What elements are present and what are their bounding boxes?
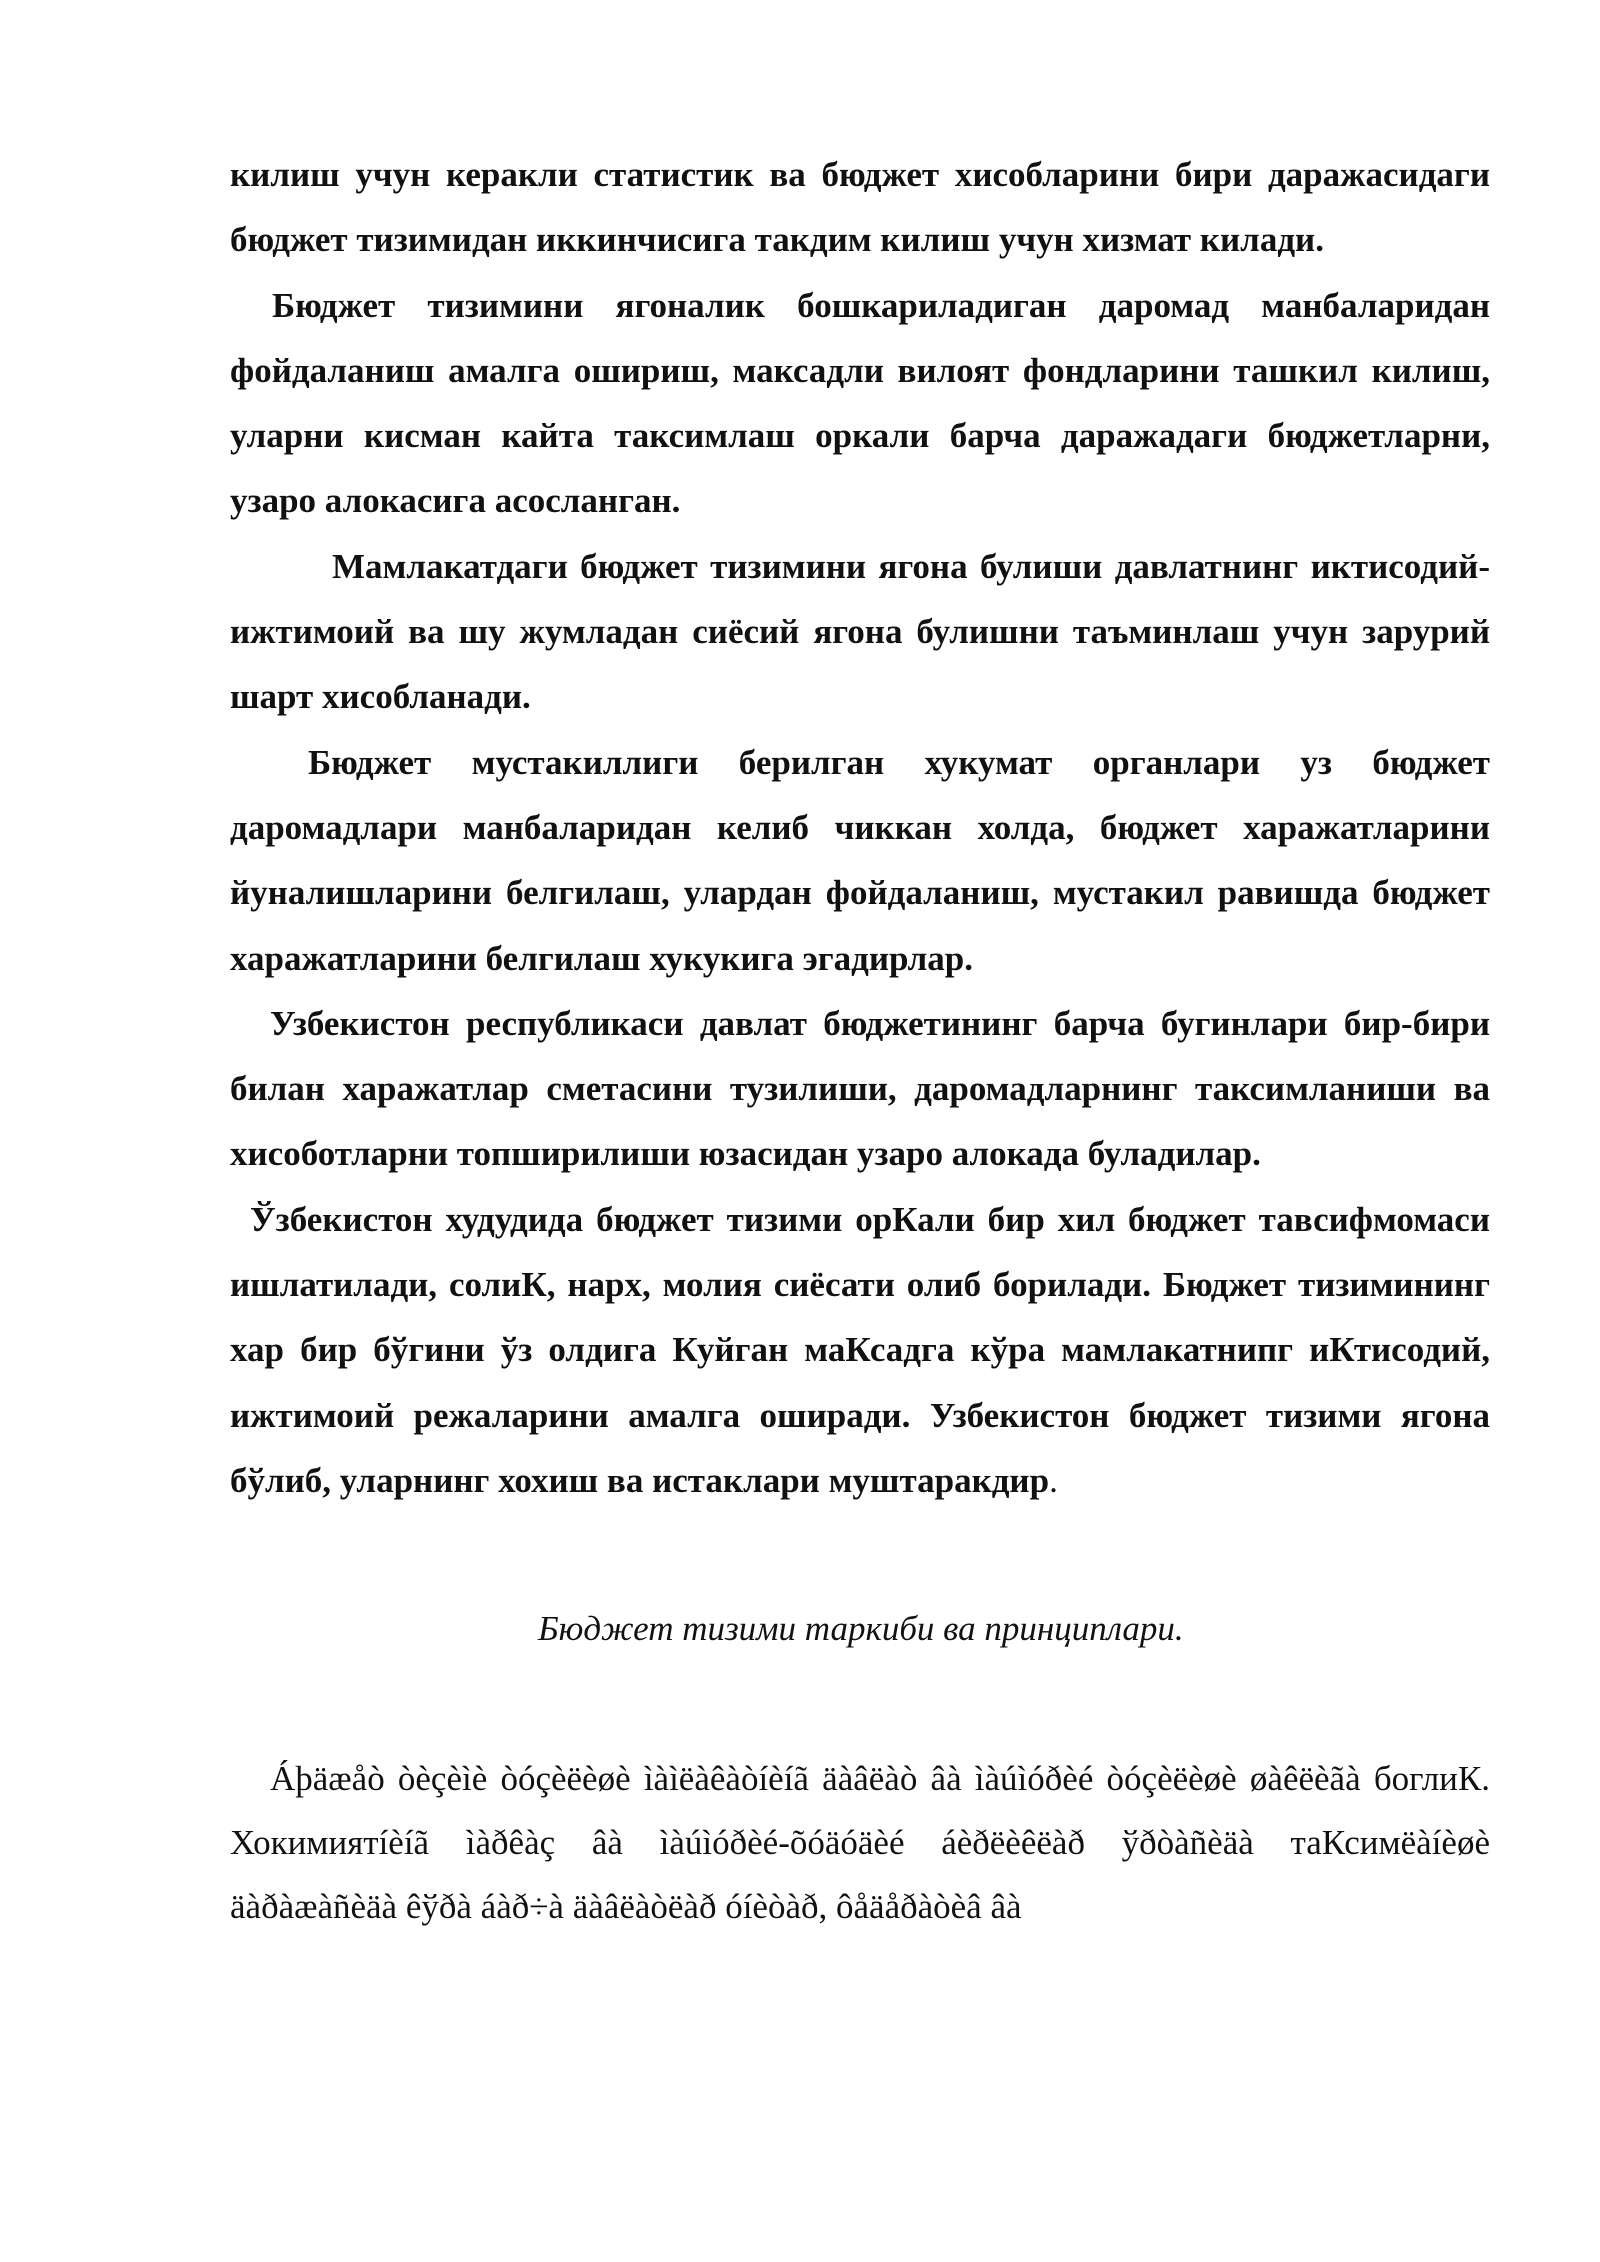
- paragraph-1: килиш учун керакли статистик ва бюджет хисобларини бири даражасидаги бюджет тизимидан иккинчисига такдим килиш учун хизмат килади.: [230, 155, 1490, 260]
- paragraph-3: Мамлакатдаги бюджет тизимини ягона булиши давлатнинг иктисодий-ижтимоий ва шу жумладан сиёсий ягона булишни таъминлаш учун зарурий шарт хисобланади.: [230, 546, 1490, 717]
- section-heading: Бюджет тизими таркиби ва принциплари.: [538, 1609, 1184, 1649]
- paragraph-6-text: Ўзбекистон худудида бюджет тизими орКали бир хил бюджет тавсифмомаси ишлатилади, солиК, нарх, молия сиёсати олиб борилади. Бюджет тизимининг хар бир бўгини ўз олдига Куйган маКсадга кўра мамлакатнипг иКтисодий, ижтимоий режаларини амалга оширади. Узбекистон бюджет тизими ягона бўлиб, уларнинг хохиш ва истаклари муштаракдир: [230, 1199, 1490, 1500]
- paragraph-2: Бюджет тизимини ягоналик бошкариладиган даромад манбаларидан фойдаланиш амалга ошириш, максадли вилоят фондларини ташкил килиш, уларни кисман кайта таксимлаш оркали барча даражадаги бюджетларни, узаро алокасига асосланган.: [230, 285, 1490, 521]
- paragraph-6: [230, 1187, 1490, 1513]
- paragraph-6-period: .: [1049, 1460, 1058, 1500]
- paragraph-5: Узбекистон республикаси давлат бюджетининг барча бугинлари бир-бири билан харажатлар сметасини тузилиши, даромадларнинг таксимланиши ва хисоботларни топширилиши юзасидан узаро алокада буладилар.: [230, 1003, 1490, 1174]
- garbled-paragraph: Áþäæåò òèçèìè òóçèëèøè ìàìëàêàòíèíã äàâëàò âà ìàúìóðèé òóçèëèøè øàêëèãà боглиК. Хокимиятíèíã ìàðêàç âà ìàúìóðèé-õóäóäèé áèðëèêëàð ўðòàñèäà таКсимëàíèøè äàðàæàñèäà êўðà áàð÷à äàâëàòëàð óíèòàð, ôåäåðàòèâ âà: [230, 1759, 1490, 1927]
- document-body: [230, 142, 1490, 1939]
- paragraph-4: Бюджет мустакиллиги берилган хукумат органлари уз бюджет даромадлари манбаларидан келиб чиккан холда, бюджет харажатларини йуналишларини белгилаш, улардан фойдаланиш, мустакил равишда бюджет харажатларини белгилаш хукукига эгадирлар.: [230, 742, 1490, 978]
